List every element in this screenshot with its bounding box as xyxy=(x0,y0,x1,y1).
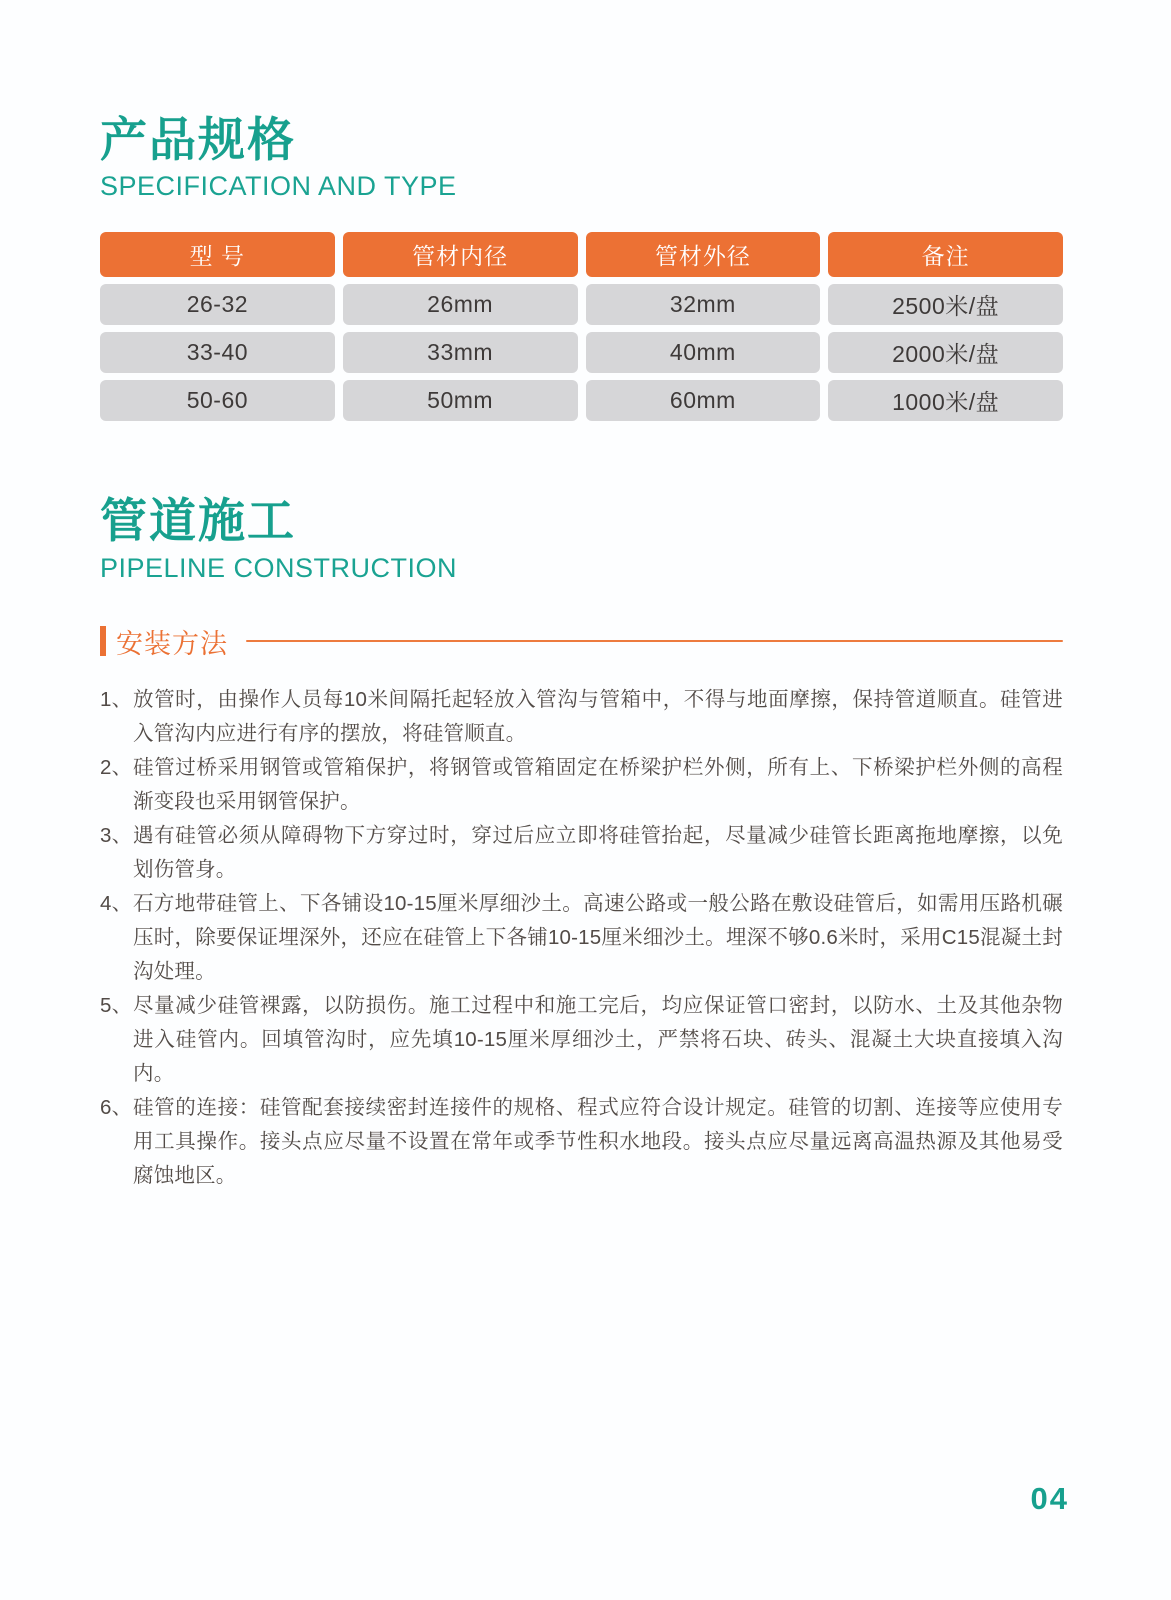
list-item xyxy=(100,751,1063,819)
table-cell: 60mm xyxy=(586,380,821,421)
spec-title: 产品规格 xyxy=(100,113,296,166)
list-item-text: 硅管的连接：硅管配套接续密封连接件的规格、程式应符合设计规定。硅管的切割、连接等应使用专用工具操作。接头点应尽量不设置在常年或季节性积水地段。接头点应尽量远离高温热源及其他易受腐蚀地区。 xyxy=(133,1095,1063,1187)
list-item-number: 5、 xyxy=(100,993,133,1017)
table-cell: 26mm xyxy=(343,284,578,325)
table-cell: 1000米/盘 xyxy=(828,380,1063,421)
top-margin xyxy=(100,0,1063,115)
section-gap xyxy=(100,421,1063,496)
list-item xyxy=(100,1091,1063,1193)
spec-table xyxy=(100,232,1063,421)
construction-section xyxy=(100,496,1063,1192)
install-steps-list xyxy=(100,683,1063,1193)
table-cell: 2000米/盘 xyxy=(828,332,1063,373)
table-cell: 40mm xyxy=(586,332,821,373)
spec-section xyxy=(100,115,1063,421)
table-cell: 2500米/盘 xyxy=(828,284,1063,325)
table-cell: 33-40 xyxy=(100,332,335,373)
table-cell: 26-32 xyxy=(100,284,335,325)
table-header-outer-diameter: 管材外径 xyxy=(586,232,821,277)
list-item-number: 4、 xyxy=(100,891,133,915)
spec-subtitle: SPECIFICATION AND TYPE xyxy=(100,171,457,202)
list-item xyxy=(100,819,1063,887)
list-item-number: 3、 xyxy=(100,823,133,847)
list-item-number: 2、 xyxy=(100,755,133,779)
table-header-model: 型 号 xyxy=(100,232,335,277)
list-item xyxy=(100,683,1063,751)
table-header-inner-diameter: 管材内径 xyxy=(343,232,578,277)
list-item-number: 1、 xyxy=(100,687,133,711)
list-item-text: 石方地带硅管上、下各铺设10-15厘米厚细沙土。高速公路或一般公路在敷设硅管后，如需用压路机碾压时，除要保证埋深外，还应在硅管上下各铺10-15厘米细沙土。埋深不够0.6米时，采用C15混凝土封沟处理。 xyxy=(133,891,1063,983)
page-number: 04 xyxy=(1030,1481,1069,1516)
list-item xyxy=(100,989,1063,1091)
table-cell: 50-60 xyxy=(100,380,335,421)
list-item-text: 放管时，由操作人员每10米间隔托起轻放入管沟与管箱中，不得与地面摩擦，保持管道顺直。硅管进入管沟内应进行有序的摆放，将硅管顺直。 xyxy=(133,687,1063,745)
table-cell: 50mm xyxy=(343,380,578,421)
construction-subtitle: PIPELINE CONSTRUCTION xyxy=(100,552,458,583)
table-header-remark: 备注 xyxy=(828,232,1063,277)
heading-accent-bar xyxy=(100,626,106,656)
heading-rule-line xyxy=(246,640,1063,642)
construction-title: 管道施工 xyxy=(100,494,296,548)
list-item-text: 尽量减少硅管裸露，以防损伤。施工过程中和施工完后，均应保证管口密封，以防水、土及其他杂物进入硅管内。回填管沟时，应先填10-15厘米厚细沙土，严禁将石块、砖头、混凝土大块直接填入沟内。 xyxy=(133,993,1063,1085)
install-method-label: 安装方法 xyxy=(116,628,228,659)
list-item-text: 硅管过桥采用钢管或管箱保护，将钢管或管箱固定在桥梁护栏外侧，所有上、下桥梁护栏外侧的高程渐变段也采用钢管保护。 xyxy=(133,755,1063,813)
install-method-heading xyxy=(100,622,1063,661)
table-cell: 32mm xyxy=(586,284,821,325)
list-item-number: 6、 xyxy=(100,1095,133,1119)
list-item xyxy=(100,887,1063,989)
list-item-text: 遇有硅管必须从障碍物下方穿过时，穿过后应立即将硅管抬起，尽量减少硅管长距离拖地摩擦，以免划伤管身。 xyxy=(133,823,1063,881)
table-cell: 33mm xyxy=(343,332,578,373)
